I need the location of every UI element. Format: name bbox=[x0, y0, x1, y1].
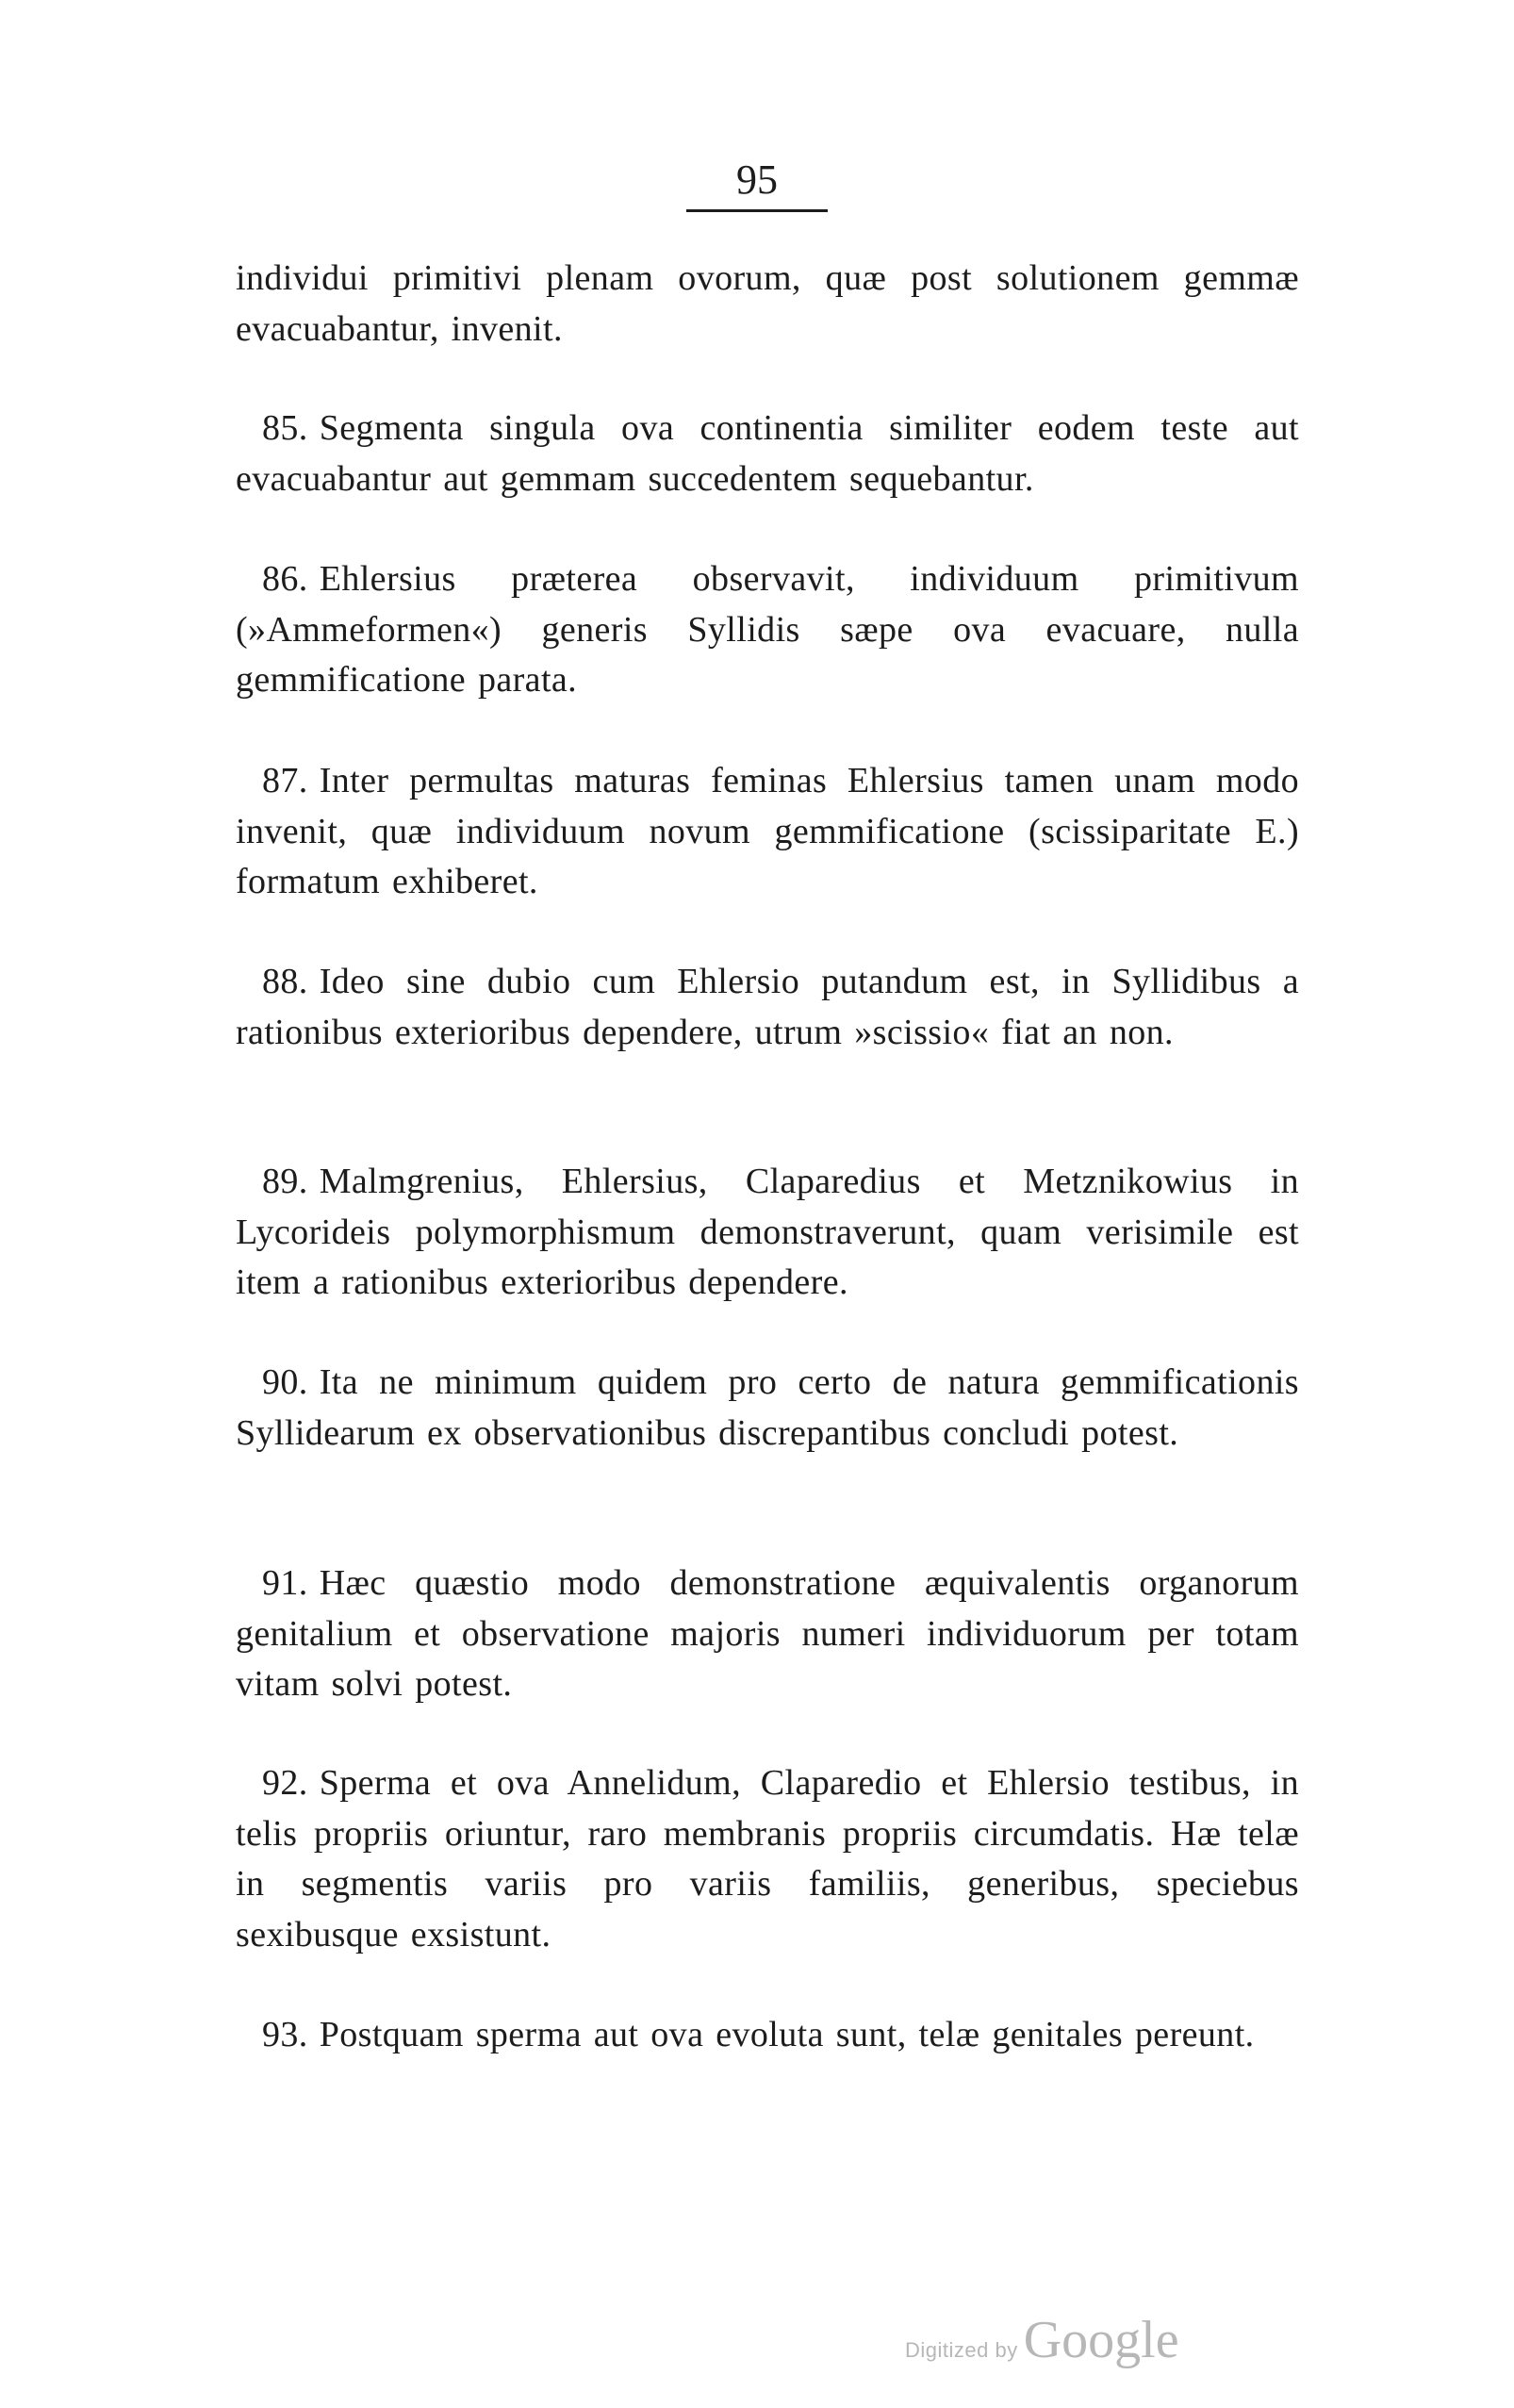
paragraph-number: 92. bbox=[262, 1763, 308, 1803]
paragraph-text: Postquam sperma aut ova evoluta sunt, telæ genitales pereunt. bbox=[319, 2015, 1255, 2054]
paragraph-text: Hæc quæstio modo demonstratione æquivalentis organorum genitalium et observatione majoris numeri individuorum per totam vitam solvi potest. bbox=[236, 1563, 1299, 1704]
paragraph-89 bbox=[236, 1157, 1299, 1309]
paragraph-90 bbox=[236, 1358, 1299, 1459]
paragraph-number: 85. bbox=[262, 408, 308, 448]
paragraph-93 bbox=[236, 2010, 1299, 2061]
paragraph-91 bbox=[236, 1559, 1299, 1710]
page-number-rule bbox=[686, 209, 828, 212]
paragraph-number: 88. bbox=[262, 962, 308, 1001]
paragraph-text: Ehlersius præterea observavit, individuum primitivum (»Ammeformen«) generis Syllidis sæpe ova evacuare, nulla gemmificatione parata. bbox=[236, 559, 1299, 700]
paragraph-text: Ita ne minimum quidem pro certo de natura gemmificationis Syllidearum ex observationibus discrepantibus concludi potest. bbox=[236, 1362, 1299, 1453]
paragraph-text: Segmenta singula ova continentia similiter eodem teste aut evacuabantur aut gemmam succedentem sequebantur. bbox=[236, 408, 1299, 499]
paragraph-number: 86. bbox=[262, 559, 308, 599]
paragraph-text: Sperma et ova Annelidum, Claparedio et Ehlersio testibus, in telis propriis oriuntur, raro membranis propriis circumdatis. Hæ telæ in segmentis variis pro variis familiis, generibus, speciebus sexibusque exsistunt. bbox=[236, 1763, 1299, 1954]
paragraph-number: 91. bbox=[262, 1563, 308, 1603]
paragraph-86 bbox=[236, 554, 1299, 706]
watermark-prefix: Digitized by bbox=[905, 2338, 1018, 2362]
paragraph-text: individui primitivi plenam ovorum, quæ post solutionem gemmæ evacuabantur, invenit. bbox=[236, 258, 1299, 349]
paragraph-87 bbox=[236, 756, 1299, 908]
paragraph-number: 93. bbox=[262, 2015, 308, 2054]
paragraph-continuation bbox=[236, 254, 1299, 355]
paragraph-text: Ideo sine dubio cum Ehlersio putandum est, in Syllidibus a rationibus exterioribus dependere, utrum »scissio« fiat an non. bbox=[236, 962, 1299, 1052]
paragraph-88 bbox=[236, 957, 1299, 1058]
page-number: 95 bbox=[736, 157, 778, 203]
paragraph-text: Inter permultas maturas feminas Ehlersius tamen unam modo invenit, quæ individuum novum gemmificatione (scissiparitate E.) formatum exhiberet. bbox=[236, 761, 1299, 901]
paragraph-number: 90. bbox=[262, 1362, 308, 1402]
paragraph-92 bbox=[236, 1758, 1299, 1960]
paragraph-number: 87. bbox=[262, 761, 308, 800]
paragraph-number: 89. bbox=[262, 1162, 308, 1201]
paragraph-85 bbox=[236, 404, 1299, 504]
paragraph-text: Malmgrenius, Ehlersius, Claparedius et Metznikowius in Lycorideis polymorphismum demonstraverunt, quam verisimile est item a rationibus exterioribus dependere. bbox=[236, 1162, 1299, 1302]
watermark-logo: Google bbox=[1023, 2311, 1179, 2369]
digitized-watermark bbox=[905, 2310, 1282, 2370]
